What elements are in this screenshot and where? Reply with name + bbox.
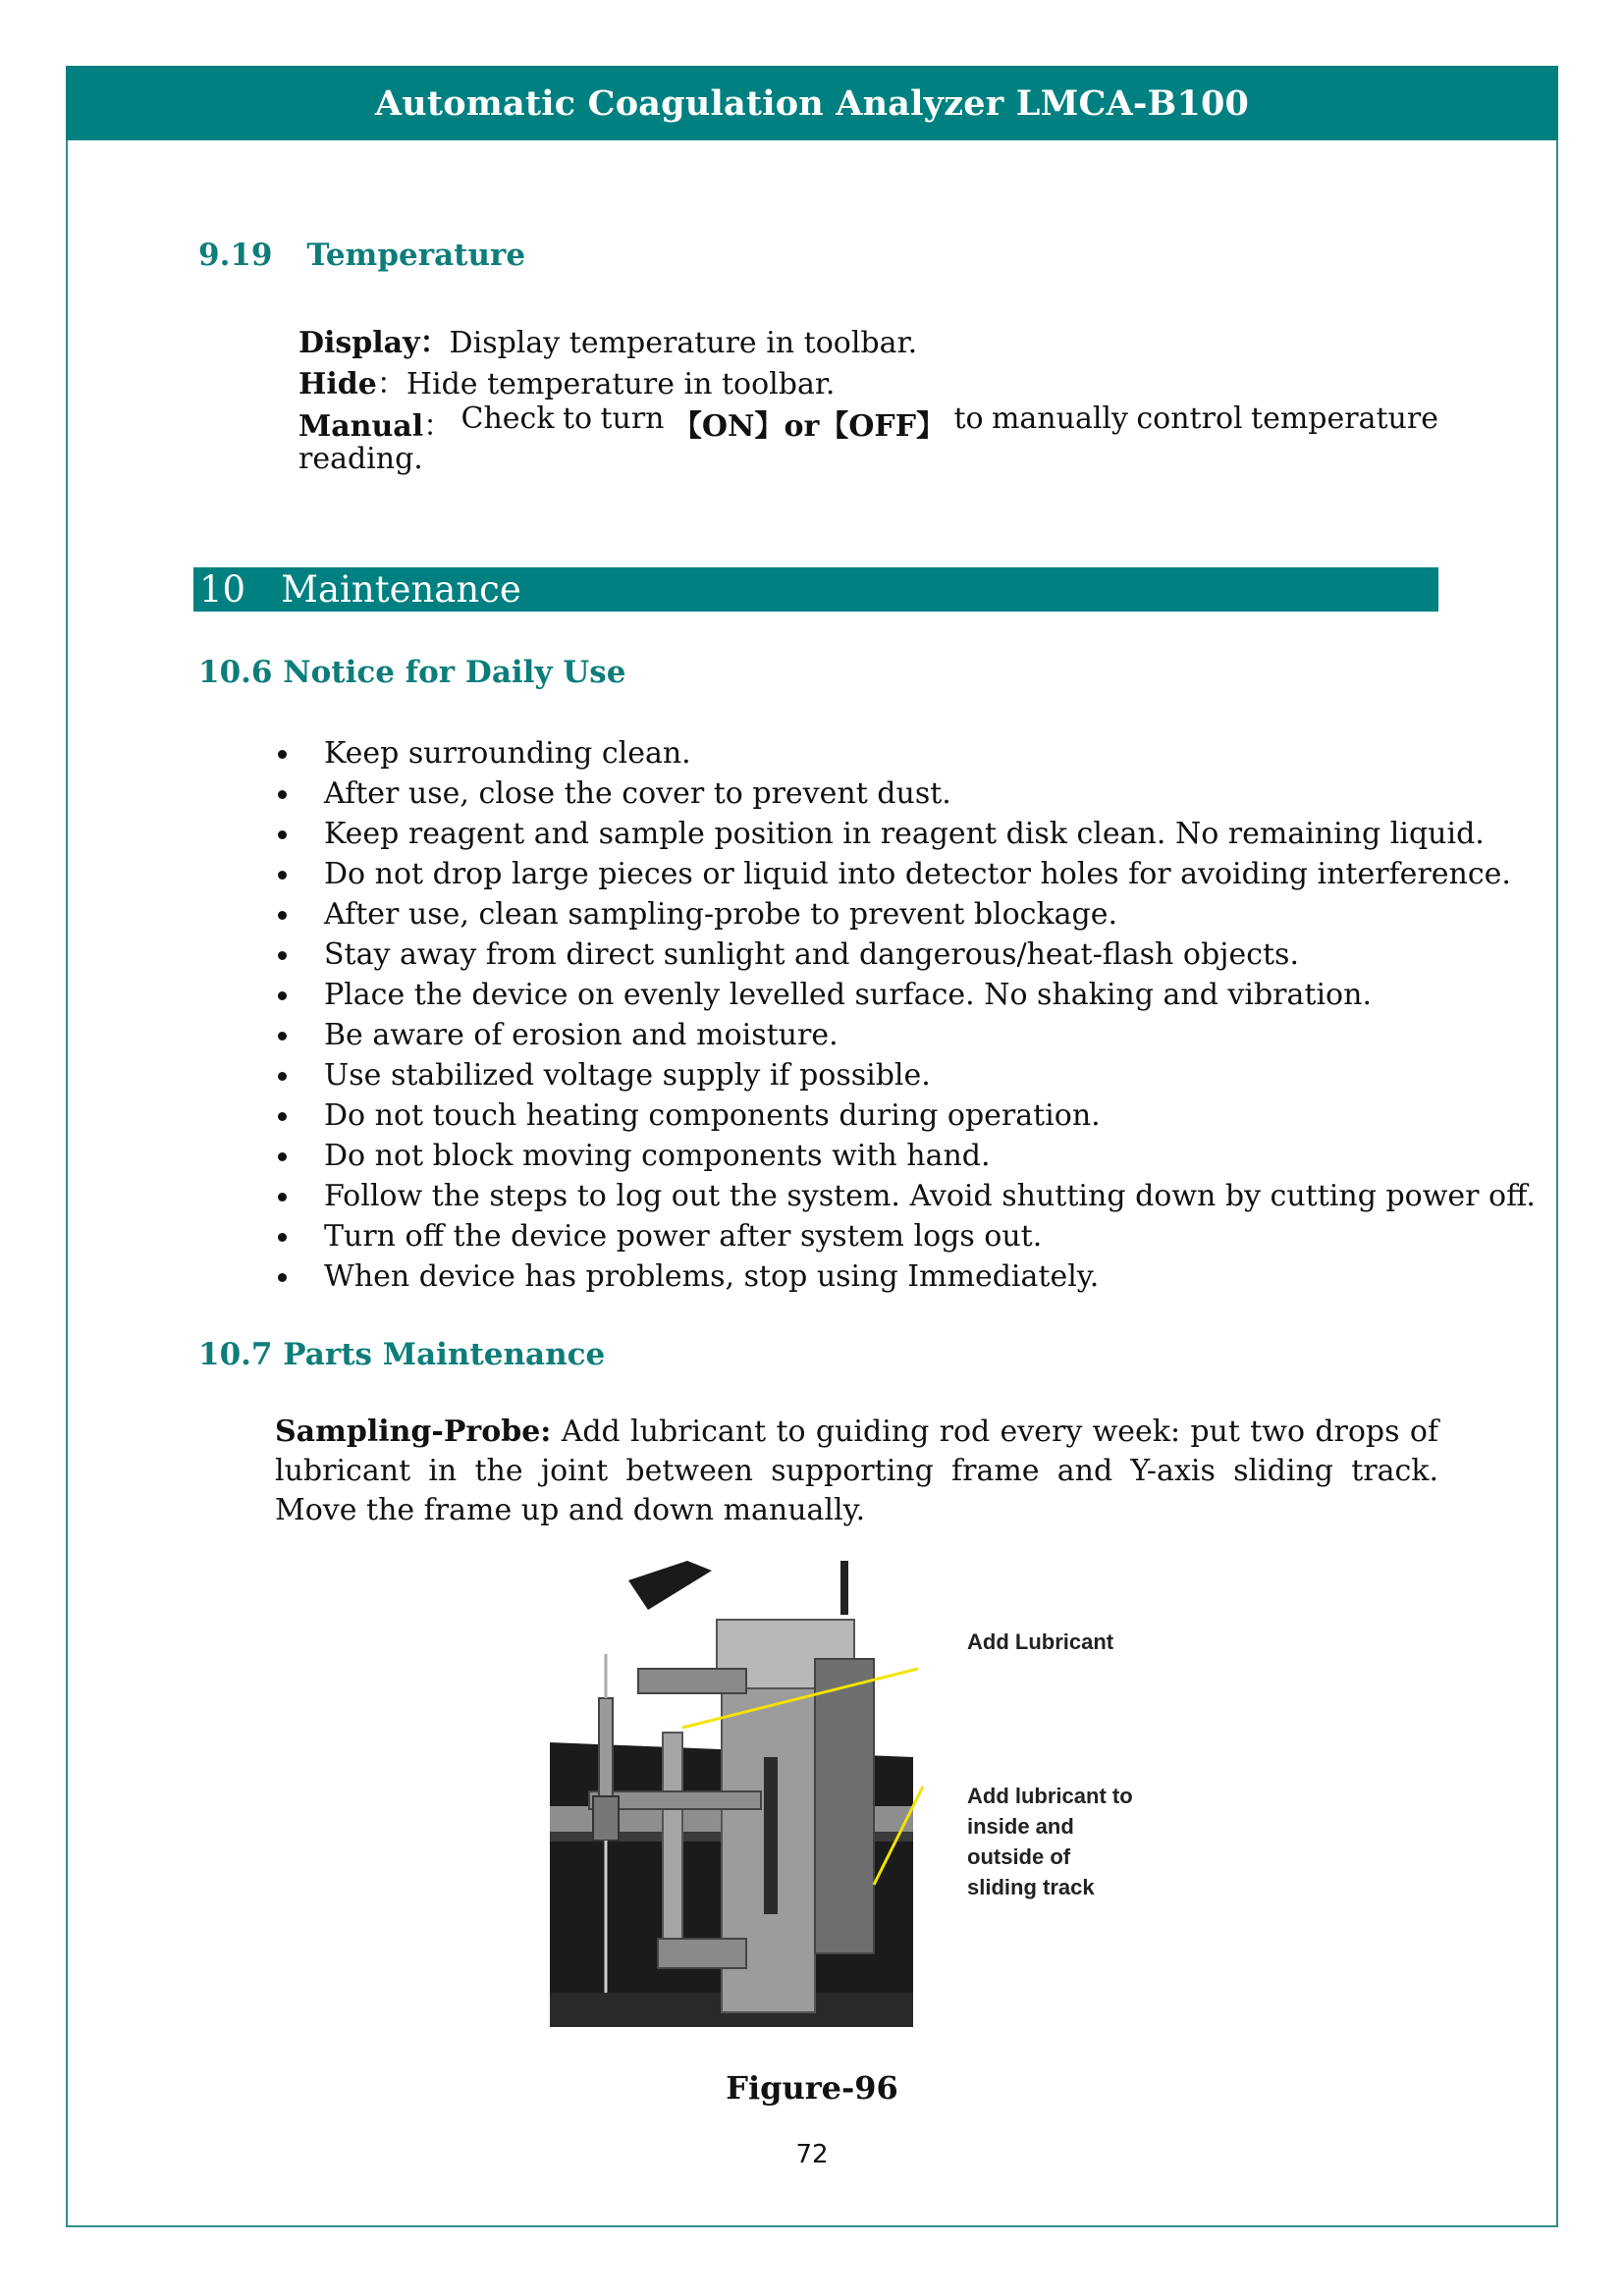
document-header bbox=[66, 66, 1558, 140]
manual-option bbox=[298, 401, 1438, 445]
display-description: Display temperature in toolbar. bbox=[449, 326, 918, 360]
chapter-number: 10 bbox=[199, 568, 246, 611]
figure-caption: Figure-96 bbox=[726, 2069, 898, 2107]
callout-line: Add lubricant to bbox=[967, 1784, 1133, 1808]
list-item: Keep reagent and sample position in reagent disk clean. No remaining liquid. bbox=[275, 814, 1536, 854]
manual-sep: ： bbox=[423, 409, 454, 444]
manual-continuation: reading. bbox=[298, 442, 423, 476]
list-item: Use stabilized voltage supply if possible. bbox=[275, 1055, 1536, 1095]
section-9-19-heading bbox=[198, 238, 525, 273]
list-item: Follow the steps to log out the system. Avoid shutting down by cutting power off. bbox=[275, 1176, 1536, 1216]
list-item: Turn off the device power after system logs out. bbox=[275, 1216, 1536, 1256]
hide-sep: ： bbox=[376, 367, 406, 401]
sampling-probe-text: Add lubricant to guiding rod every week: put two drops of lubricant in the joint between supporting frame and Y-axis sliding track. Move the frame up and down manually. bbox=[275, 1415, 1438, 1527]
sampling-probe-paragraph bbox=[275, 1413, 1438, 1530]
y-axis-slider bbox=[815, 1659, 874, 1953]
section-title: Temperature bbox=[306, 238, 526, 273]
list-item: Stay away from direct sunlight and dangerous/heat-flash objects. bbox=[275, 934, 1536, 975]
callout-line: outside of bbox=[967, 1844, 1071, 1869]
callout-add-lubricant: Add Lubricant bbox=[967, 1629, 1114, 1654]
list-item: Do not drop large pieces or liquid into detector holes for avoiding interference. bbox=[275, 854, 1536, 894]
display-option bbox=[298, 318, 917, 361]
list-item: Keep surrounding clean. bbox=[275, 733, 1536, 774]
manual-word: manually bbox=[991, 401, 1128, 436]
manual-word: temperature bbox=[1251, 401, 1438, 436]
hide-label: Hide bbox=[298, 367, 377, 401]
manual-word: control bbox=[1136, 401, 1243, 436]
hide-option bbox=[298, 359, 835, 402]
section-number: 9.19 bbox=[198, 238, 273, 273]
section-10-7-heading: 10.7 Parts Maintenance bbox=[198, 1337, 606, 1372]
display-sep: ： bbox=[419, 326, 450, 360]
probe-arm-top bbox=[638, 1669, 746, 1693]
display-label: Display bbox=[298, 326, 420, 360]
sampling-probe-label: Sampling-Probe: bbox=[275, 1415, 552, 1449]
list-item: After use, close the cover to prevent dust. bbox=[275, 774, 1536, 814]
manual-word: Check bbox=[460, 401, 555, 436]
manual-toggle-text: 【ON】or【OFF】 bbox=[672, 409, 947, 444]
page-number: 72 bbox=[795, 2140, 829, 2169]
callout-line: inside and bbox=[967, 1814, 1074, 1839]
document-title: Automatic Coagulation Analyzer LMCA-B100 bbox=[374, 82, 1250, 124]
list-item: When device has problems, stop using Immediately. bbox=[275, 1256, 1536, 1297]
hide-description: Hide temperature in toolbar. bbox=[406, 367, 836, 401]
manual-word: to bbox=[953, 401, 984, 436]
list-item: Do not touch heating components during operation. bbox=[275, 1095, 1536, 1136]
daily-use-list bbox=[275, 733, 1536, 1297]
manual-label: Manual bbox=[298, 409, 424, 444]
guiding-rod bbox=[663, 1733, 682, 1958]
list-item: After use, clean sampling-probe to prevent blockage. bbox=[275, 894, 1536, 934]
section-10-6-heading: 10.6 Notice for Daily Use bbox=[198, 655, 626, 690]
figure-96-image bbox=[550, 1561, 1139, 2027]
list-item: Do not block moving components with hand. bbox=[275, 1136, 1536, 1176]
manual-word: to bbox=[562, 401, 593, 436]
chapter-10-heading bbox=[193, 567, 1438, 612]
list-item: Be aware of erosion and moisture. bbox=[275, 1015, 1536, 1055]
list-item: Place the device on evenly levelled surface. No shaking and vibration. bbox=[275, 975, 1536, 1015]
chapter-title: Maintenance bbox=[281, 568, 521, 611]
callout-line: sliding track bbox=[967, 1875, 1095, 1899]
manual-word: turn bbox=[600, 401, 665, 436]
